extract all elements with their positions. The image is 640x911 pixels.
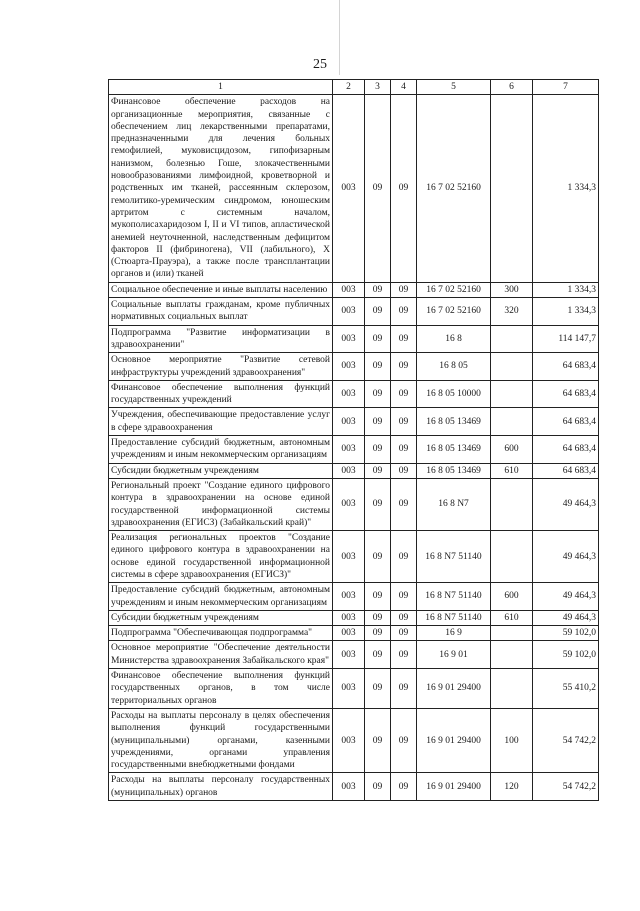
subsection-code-cell: 09 [391, 463, 417, 478]
row-name-cell: Субсидии бюджетным учреждениям [109, 463, 333, 478]
subsection-code-cell: 09 [391, 531, 417, 583]
table-row [109, 626, 599, 641]
column-header: 6 [491, 80, 533, 95]
subsection-code-cell: 09 [391, 95, 417, 282]
subsection-code-cell: 09 [391, 708, 417, 772]
admin-code-cell: 003 [333, 463, 365, 478]
column-header: 4 [391, 80, 417, 95]
expense-type-cell [491, 95, 533, 282]
section-code-cell: 09 [365, 408, 391, 436]
row-name-cell: Финансовое обеспечение выполнения функций государственных учреждений [109, 380, 333, 408]
column-header: 5 [417, 80, 491, 95]
table-row [109, 669, 599, 709]
amount-cell: 114 147,7 [533, 325, 599, 353]
target-code-cell: 16 8 N7 51140 [417, 610, 491, 625]
amount-cell: 64 683,4 [533, 436, 599, 464]
expense-type-cell [491, 531, 533, 583]
admin-code-cell: 003 [333, 436, 365, 464]
target-code-cell: 16 9 01 29400 [417, 669, 491, 709]
admin-code-cell: 003 [333, 380, 365, 408]
amount-cell: 1 334,3 [533, 95, 599, 282]
admin-code-cell: 003 [333, 353, 365, 381]
subsection-code-cell: 09 [391, 380, 417, 408]
column-header: 7 [533, 80, 599, 95]
admin-code-cell: 003 [333, 531, 365, 583]
section-code-cell: 09 [365, 773, 391, 801]
subsection-code-cell: 09 [391, 282, 417, 297]
section-code-cell: 09 [365, 298, 391, 326]
subsection-code-cell: 09 [391, 641, 417, 669]
row-name-cell: Основное мероприятие "Обеспечение деятельности Министерства здравоохранения Забайкальского края" [109, 641, 333, 669]
target-code-cell: 16 8 05 13469 [417, 463, 491, 478]
admin-code-cell: 003 [333, 282, 365, 297]
amount-cell: 59 102,0 [533, 626, 599, 641]
row-name-cell: Реализация региональных проектов "Создание единого цифрового контура в здравоохранении на основе единой государственной информационной системы в сфере здравоохранения (ЕГИСЗ)" [109, 531, 333, 583]
admin-code-cell: 003 [333, 669, 365, 709]
admin-code-cell: 003 [333, 610, 365, 625]
target-code-cell: 16 8 N7 51140 [417, 583, 491, 611]
amount-cell: 1 334,3 [533, 298, 599, 326]
expense-type-cell: 300 [491, 282, 533, 297]
table-row [109, 610, 599, 625]
section-code-cell: 09 [365, 463, 391, 478]
amount-cell: 64 683,4 [533, 353, 599, 381]
table-body [109, 95, 599, 801]
admin-code-cell: 003 [333, 626, 365, 641]
table-row [109, 436, 599, 464]
section-code-cell: 09 [365, 669, 391, 709]
row-name-cell: Расходы на выплаты персоналу государственных (муниципальных) органов [109, 773, 333, 801]
section-code-cell: 09 [365, 610, 391, 625]
table-row [109, 298, 599, 326]
admin-code-cell: 003 [333, 298, 365, 326]
row-name-cell: Региональный проект "Создание единого цифрового контура в здравоохранении на основе единой государственной информационной системы здравоохранения (ЕГИСЗ) (Забайкальский край)" [109, 478, 333, 530]
admin-code-cell: 003 [333, 408, 365, 436]
expense-type-cell: 600 [491, 436, 533, 464]
subsection-code-cell: 09 [391, 408, 417, 436]
section-code-cell: 09 [365, 626, 391, 641]
subsection-code-cell: 09 [391, 298, 417, 326]
target-code-cell: 16 8 N7 51140 [417, 531, 491, 583]
section-code-cell: 09 [365, 380, 391, 408]
admin-code-cell: 003 [333, 478, 365, 530]
amount-cell: 64 683,4 [533, 408, 599, 436]
expense-type-cell [491, 408, 533, 436]
subsection-code-cell: 09 [391, 353, 417, 381]
amount-cell: 64 683,4 [533, 463, 599, 478]
expense-type-cell [491, 380, 533, 408]
table-row [109, 641, 599, 669]
row-name-cell: Социальные выплаты гражданам, кроме публичных нормативных социальных выплат [109, 298, 333, 326]
amount-cell: 49 464,3 [533, 610, 599, 625]
target-code-cell: 16 8 05 13469 [417, 436, 491, 464]
subsection-code-cell: 09 [391, 436, 417, 464]
expense-type-cell [491, 641, 533, 669]
amount-cell: 49 464,3 [533, 583, 599, 611]
table-row [109, 463, 599, 478]
target-code-cell: 16 8 05 13469 [417, 408, 491, 436]
amount-cell: 59 102,0 [533, 641, 599, 669]
expense-type-cell: 600 [491, 583, 533, 611]
table-row [109, 478, 599, 530]
column-header: 3 [365, 80, 391, 95]
admin-code-cell: 003 [333, 583, 365, 611]
row-name-cell: Социальное обеспечение и иные выплаты населению [109, 282, 333, 297]
row-name-cell: Предоставление субсидий бюджетным, автономным учреждениям и иным некоммерческим организациям [109, 436, 333, 464]
section-code-cell: 09 [365, 641, 391, 669]
amount-cell: 64 683,4 [533, 380, 599, 408]
amount-cell: 49 464,3 [533, 478, 599, 530]
row-name-cell: Основное мероприятие "Развитие сетевой инфраструктуры учреждений здравоохранения" [109, 353, 333, 381]
target-code-cell: 16 7 02 52160 [417, 282, 491, 297]
table-row [109, 282, 599, 297]
target-code-cell: 16 9 [417, 626, 491, 641]
page-number: 25 [313, 57, 327, 72]
budget-table [108, 79, 599, 801]
expense-type-cell: 610 [491, 610, 533, 625]
expense-type-cell [491, 353, 533, 381]
row-name-cell: Предоставление субсидий бюджетным, автономным учреждениям и иным некоммерческим организациям [109, 583, 333, 611]
section-code-cell: 09 [365, 282, 391, 297]
subsection-code-cell: 09 [391, 773, 417, 801]
expense-type-cell: 100 [491, 708, 533, 772]
expense-type-cell [491, 626, 533, 641]
table-row [109, 95, 599, 282]
column-header: 2 [333, 80, 365, 95]
table-row [109, 353, 599, 381]
expense-type-cell: 320 [491, 298, 533, 326]
expense-type-cell: 120 [491, 773, 533, 801]
amount-cell: 55 410,2 [533, 669, 599, 709]
subsection-code-cell: 09 [391, 478, 417, 530]
table-row [109, 708, 599, 772]
admin-code-cell: 003 [333, 773, 365, 801]
admin-code-cell: 003 [333, 95, 365, 282]
amount-cell: 54 742,2 [533, 773, 599, 801]
target-code-cell: 16 9 01 [417, 641, 491, 669]
section-code-cell: 09 [365, 353, 391, 381]
target-code-cell: 16 8 [417, 325, 491, 353]
row-name-cell: Расходы на выплаты персоналу в целях обеспечения выполнения функций государственными (муниципальными) органами, казенными учреждениями, органами управления государственными внебюджетными фондами [109, 708, 333, 772]
subsection-code-cell: 09 [391, 669, 417, 709]
amount-cell: 1 334,3 [533, 282, 599, 297]
section-code-cell: 09 [365, 531, 391, 583]
section-code-cell: 09 [365, 95, 391, 282]
expense-type-cell [491, 669, 533, 709]
target-code-cell: 16 9 01 29400 [417, 708, 491, 772]
row-name-cell: Учреждения, обеспечивающие предоставление услуг в сфере здравоохранения [109, 408, 333, 436]
expense-type-cell [491, 325, 533, 353]
target-code-cell: 16 8 05 10000 [417, 380, 491, 408]
amount-cell: 49 464,3 [533, 531, 599, 583]
admin-code-cell: 003 [333, 641, 365, 669]
row-name-cell: Подпрограмма "Развитие информатизации в здравоохранении" [109, 325, 333, 353]
section-code-cell: 09 [365, 478, 391, 530]
subsection-code-cell: 09 [391, 610, 417, 625]
subsection-code-cell: 09 [391, 583, 417, 611]
subsection-code-cell: 09 [391, 325, 417, 353]
section-code-cell: 09 [365, 436, 391, 464]
section-code-cell: 09 [365, 708, 391, 772]
amount-cell: 54 742,2 [533, 708, 599, 772]
table-row [109, 531, 599, 583]
section-code-cell: 09 [365, 325, 391, 353]
row-name-cell: Подпрограмма "Обеспечивающая подпрограмма" [109, 626, 333, 641]
target-code-cell: 16 7 02 52160 [417, 298, 491, 326]
row-name-cell: Финансовое обеспечение расходов на организационные мероприятия, связанные с обеспечением лиц лекарственными препаратами, предназначенными для лечения больных гемофилией, муковисцидозом, гипофизарным нанизмом, болезнью Гоше, злокачественными новообразованиями лимфоидной, кроветворной и родственных им тканей, рассеянным склерозом, гемолитико-уремическим синдромом, юношеским артритом с системным началом, мукополисахаридозом I, II и VI типов, апластической анемией неуточненной, наследственным дефицитом факторов II (фибриногена), VII (лабильного), X (Стюарта-Прауэра), а также после трансплантации органов и (или) тканей [109, 95, 333, 282]
subsection-code-cell: 09 [391, 626, 417, 641]
row-name-cell: Финансовое обеспечение выполнения функций государственных органов, в том числе территориальных органов [109, 669, 333, 709]
admin-code-cell: 003 [333, 325, 365, 353]
table-row [109, 773, 599, 801]
expense-type-cell [491, 478, 533, 530]
target-code-cell: 16 9 01 29400 [417, 773, 491, 801]
target-code-cell: 16 7 02 52160 [417, 95, 491, 282]
expense-type-cell: 610 [491, 463, 533, 478]
admin-code-cell: 003 [333, 708, 365, 772]
target-code-cell: 16 8 05 [417, 353, 491, 381]
column-header: 1 [109, 80, 333, 95]
section-code-cell: 09 [365, 583, 391, 611]
table-row [109, 583, 599, 611]
table-row [109, 408, 599, 436]
header-row [109, 80, 599, 95]
table-row [109, 380, 599, 408]
table-row [109, 325, 599, 353]
row-name-cell: Субсидии бюджетным учреждениям [109, 610, 333, 625]
target-code-cell: 16 8 N7 [417, 478, 491, 530]
